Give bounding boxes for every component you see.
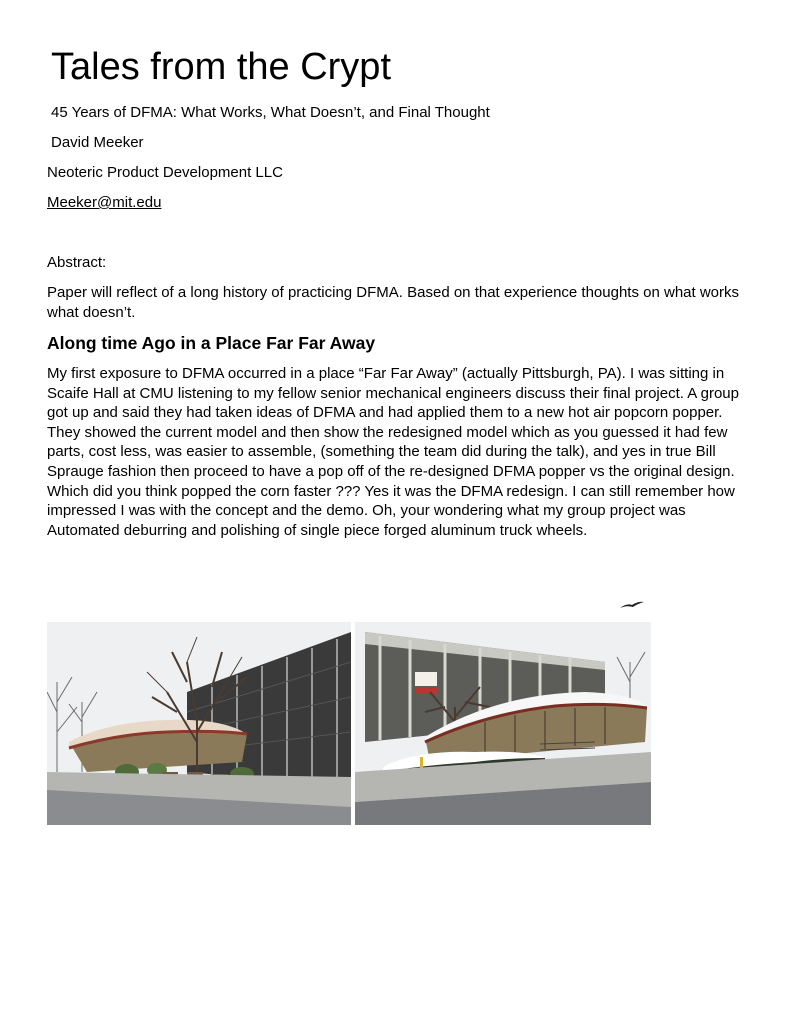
author-email-link[interactable]: Meeker@mit.edu [47, 194, 162, 211]
paper-title: Tales from the Crypt [51, 46, 391, 88]
abstract-text: Paper will reflect of a long history of practicing DFMA. Based on that experience thoughts on what works what doesn’t. [47, 284, 740, 321]
author-name: David Meeker [51, 134, 144, 151]
photo-right-drawing [355, 622, 651, 825]
section-body-text: My first exposure to DFMA occurred in a place “Far Far Away” (actually Pittsburgh, PA). I was sitting in Scaife Hall at CMU listening to my fellow senior mechanical engineers discuss their final project. A group got up and said they had taken ideas of DFMA and had applied them to a new hot air popcorn popper. They showed the current model and then show the redesigned model which as you guessed it had few parts, cost less, was easier to assemble, (something the team did during the talk), and yes in true Bill Sprauge fashion then proceed to have a pop off of the re-designed DFMA popper vs the original design. Which did you think popped the corn faster ??? Yes it was the DFMA redesign. I can still remember how impressed I was with the concept and the demo. Oh, your wondering what my group project was Automated deburring and polishing of single piece forged aluminum truck wheels. [47, 365, 739, 539]
section-heading: Along time Ago in a Place Far Far Away [47, 333, 376, 353]
paper-subtitle: 45 Years of DFMA: What Works, What Doesn’t, and Final Thought [51, 104, 490, 121]
bird-icon [619, 600, 645, 610]
author-organization: Neoteric Product Development LLC [47, 164, 283, 181]
scaife-hall-photo-right [355, 622, 651, 825]
abstract-label: Abstract: [47, 254, 107, 271]
photo-left-drawing [47, 622, 351, 825]
scaife-hall-photo-left [47, 622, 351, 825]
